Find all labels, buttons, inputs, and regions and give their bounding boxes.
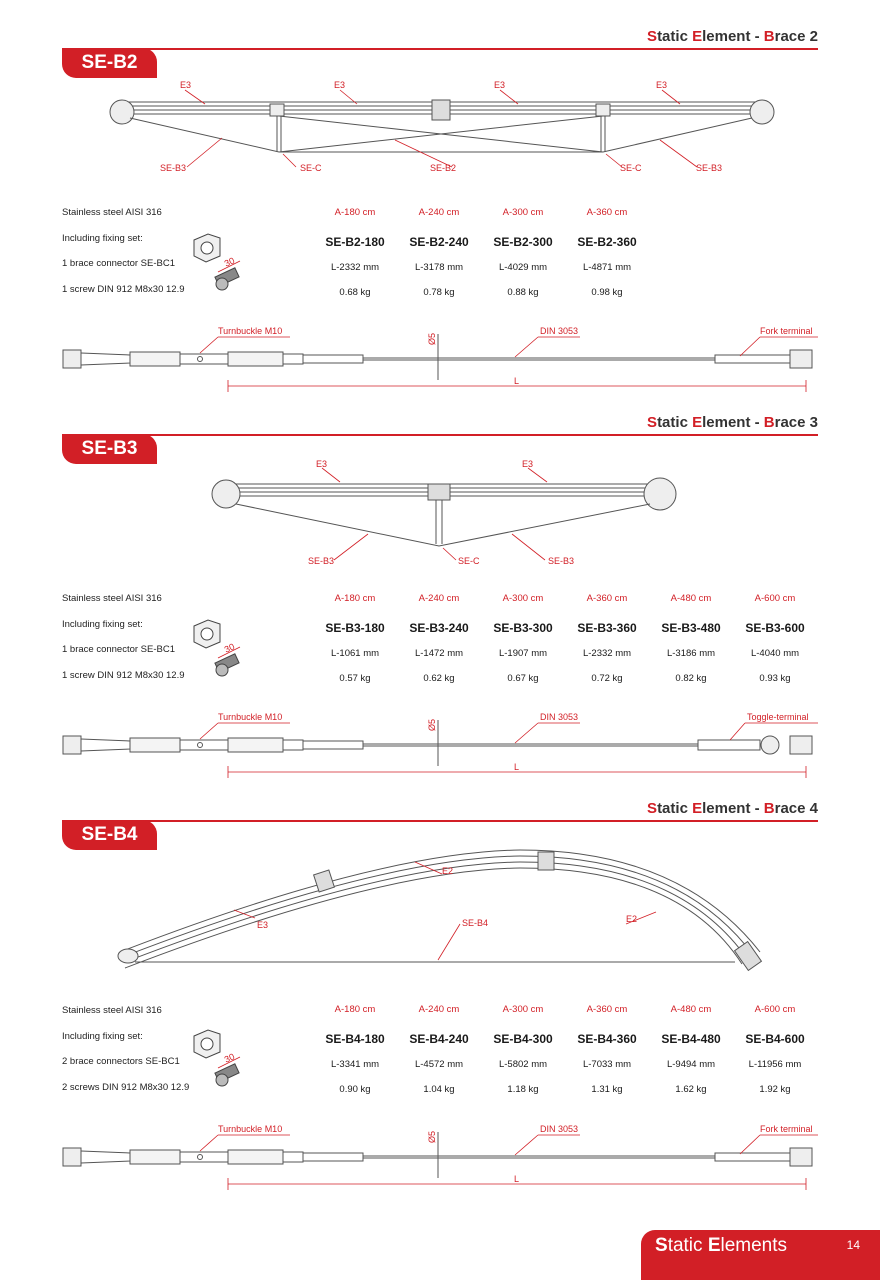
label-length: L [514,762,520,772]
connector-screw-drawing [188,614,258,684]
label-e3: E3 [180,80,192,90]
variant-l: L-3178 mm [414,262,464,273]
variant-l: L-3186 mm [666,648,716,659]
variant-l: L-5802 mm [498,1059,548,1070]
variant-code: SE-B3-180 [325,621,385,635]
variant-l: L-2332 mm [582,648,632,659]
variant-length: A-300 cm [502,1004,544,1015]
page-number: 14 [846,1238,860,1252]
variant-weight: 0.88 kg [507,287,539,298]
label-se-b3: SE-B3 [308,556,335,566]
variant-l: L-9494 mm [666,1059,716,1070]
section-title [647,28,818,45]
label-turnbuckle: Turnbuckle M10 [218,712,283,722]
spec-line: 1 brace connector SE-BC1 [62,258,176,269]
section-se-b3 [0,386,880,796]
brace-drawing [0,456,880,596]
title-part: tatic [657,28,693,45]
label-din: DIN 3053 [540,1124,579,1134]
variant-code: SE-B4-240 [409,1032,469,1046]
label-se-c: SE-C [300,163,322,173]
spec-line: 2 brace connectors SE-BC1 [62,1056,180,1067]
cable-drawing [0,1118,880,1198]
spec-line: Stainless steel AISI 316 [62,1005,162,1016]
label-se-b2: SE-B2 [430,163,457,173]
title-part: race 3 [774,414,818,431]
variant-weight: 0.93 kg [759,673,791,684]
variant-column [725,1000,825,1102]
spec-line: Including fixing set: [62,232,143,244]
footer-cap: E [707,1235,721,1256]
variant-length: A-600 cm [754,1004,796,1015]
page-footer [641,1230,880,1280]
connector-screw-drawing [188,228,258,298]
variant-weight: 0.78 kg [423,287,455,298]
variant-l: L-4572 mm [414,1059,464,1070]
spec-line: 1 screw DIN 912 M8x30 12.9 [62,283,185,295]
spec-line: Including fixing set: [62,618,143,630]
title-part: lement - [702,414,764,431]
variant-length: A-300 cm [502,593,544,604]
section-se-b2 [0,0,880,410]
title-cap: S [647,414,658,431]
label-length: L [514,1174,520,1184]
title-part: lement - [702,800,764,817]
variant-length: A-360 cm [586,593,628,604]
variant-code: SE-B4-180 [325,1032,385,1046]
spec-list [62,586,185,688]
variant-l: L-4029 mm [498,262,548,273]
variant-weight: 1.92 kg [759,1084,791,1095]
label-diameter: Ø5 [427,332,437,345]
section-tag: SE-B3 [62,434,157,464]
brace-drawing [0,70,880,210]
variant-l: L-7033 mm [582,1059,632,1070]
screw-length-label: 30 [222,1051,237,1065]
variant-weight: 1.04 kg [423,1084,455,1095]
variant-length: A-360 cm [586,207,628,218]
label-diameter: Ø5 [427,1130,437,1143]
variant-length: A-300 cm [502,207,544,218]
label-terminal: Toggle-terminal [747,712,809,722]
spec-line: 1 screw DIN 912 M8x30 12.9 [62,669,185,681]
screw-length-label: 30 [222,255,237,269]
label-se-b4: SE-B4 [462,918,489,928]
section-title [647,800,818,817]
title-cap: E [692,28,703,45]
label-e3: E3 [522,459,534,469]
title-cap: B [763,28,775,45]
variant-weight: 0.82 kg [675,673,707,684]
spec-list [62,200,185,302]
section-tag: SE-B2 [62,48,157,78]
variant-code: SE-B2-240 [409,235,469,249]
label-se-b3: SE-B3 [160,163,187,173]
title-cap: S [647,28,658,45]
footer-title [655,1235,787,1257]
brace-drawing [0,832,880,982]
variant-length: A-480 cm [670,1004,712,1015]
label-length: L [514,376,520,386]
variant-length: A-360 cm [586,1004,628,1015]
variant-weight: 0.72 kg [591,673,623,684]
title-cap: B [763,800,775,817]
title-cap: B [763,414,775,431]
label-se-c: SE-C [620,163,642,173]
title-cap: E [692,414,703,431]
variant-length: A-240 cm [418,593,460,604]
label-turnbuckle: Turnbuckle M10 [218,1124,283,1134]
label-e3: E3 [494,80,506,90]
screw-length-label: 30 [222,641,237,655]
label-diameter: Ø5 [427,718,437,731]
variant-code: SE-B2-360 [577,235,637,249]
spec-line: 2 screws DIN 912 M8x30 12.9 [62,1081,190,1093]
variant-length: A-240 cm [418,207,460,218]
variant-l: L-1472 mm [414,648,464,659]
spec-list [62,998,189,1100]
variant-l: L-2332 mm [330,262,380,273]
label-e2: E2 [626,914,638,924]
variant-length: A-180 cm [334,593,376,604]
label-terminal: Fork terminal [760,326,813,336]
label-terminal: Fork terminal [760,1124,813,1134]
title-part: tatic [657,414,693,431]
label-e2: E2 [442,866,454,876]
title-part: race 2 [774,28,818,45]
variant-l: L-4040 mm [750,648,800,659]
connector-screw-drawing [188,1024,258,1094]
variant-code: SE-B4-360 [577,1032,637,1046]
variant-weight: 0.57 kg [339,673,371,684]
section-rule [62,820,818,822]
variant-column [725,589,825,691]
variant-code: SE-B2-180 [325,235,385,249]
spec-line: Stainless steel AISI 316 [62,207,162,218]
section-title [647,414,818,431]
title-cap: S [647,800,658,817]
variant-weight: 1.62 kg [675,1084,707,1095]
variant-length: A-180 cm [334,207,376,218]
label-turnbuckle: Turnbuckle M10 [218,326,283,336]
label-e3: E3 [257,920,269,930]
label-e3: E3 [316,459,328,469]
footer-part: lements [720,1235,788,1256]
label-se-c: SE-C [458,556,480,566]
label-se-b3: SE-B3 [548,556,575,566]
variant-code: SE-B3-360 [577,621,637,635]
variant-code: SE-B3-600 [745,621,805,635]
title-part: race 4 [774,800,818,817]
spec-line: 1 brace connector SE-BC1 [62,644,176,655]
title-cap: E [692,800,703,817]
variant-length: A-240 cm [418,1004,460,1015]
variant-l: L-3341 mm [330,1059,380,1070]
variant-weight: 1.18 kg [507,1084,539,1095]
variant-code: SE-B4-600 [745,1032,805,1046]
variant-code: SE-B4-480 [661,1032,721,1046]
spec-line: Stainless steel AISI 316 [62,593,162,604]
label-e3: E3 [334,80,346,90]
variant-code: SE-B3-300 [493,621,553,635]
variant-code: SE-B4-300 [493,1032,553,1046]
label-se-b3: SE-B3 [696,163,723,173]
section-se-b4 [0,772,880,1202]
section-rule [62,48,818,50]
variant-weight: 0.62 kg [423,673,455,684]
variant-l: L-11956 mm [748,1059,802,1070]
footer-part: tatic [667,1235,708,1256]
variant-weight: 0.98 kg [591,287,623,298]
title-part: lement - [702,28,764,45]
variant-code: SE-B2-300 [493,235,553,249]
variant-weight: 0.67 kg [507,673,539,684]
variant-length: A-480 cm [670,593,712,604]
label-din: DIN 3053 [540,326,579,336]
label-din: DIN 3053 [540,712,579,722]
title-part: tatic [657,800,693,817]
variant-weight: 0.90 kg [339,1084,371,1095]
variant-weight: 0.68 kg [339,287,371,298]
variant-l: L-1061 mm [330,648,380,659]
variant-l: L-1907 mm [498,648,548,659]
variant-length: A-600 cm [754,593,796,604]
section-tag: SE-B4 [62,820,157,850]
variant-length: A-180 cm [334,1004,376,1015]
label-e3: E3 [656,80,668,90]
variant-weight: 1.31 kg [591,1084,623,1095]
spec-line: Including fixing set: [62,1030,143,1042]
footer-cap: S [655,1235,668,1256]
variant-column [557,203,657,305]
variant-code: SE-B3-480 [661,621,721,635]
section-rule [62,434,818,436]
variant-l: L-4871 mm [582,262,632,273]
variant-code: SE-B3-240 [409,621,469,635]
